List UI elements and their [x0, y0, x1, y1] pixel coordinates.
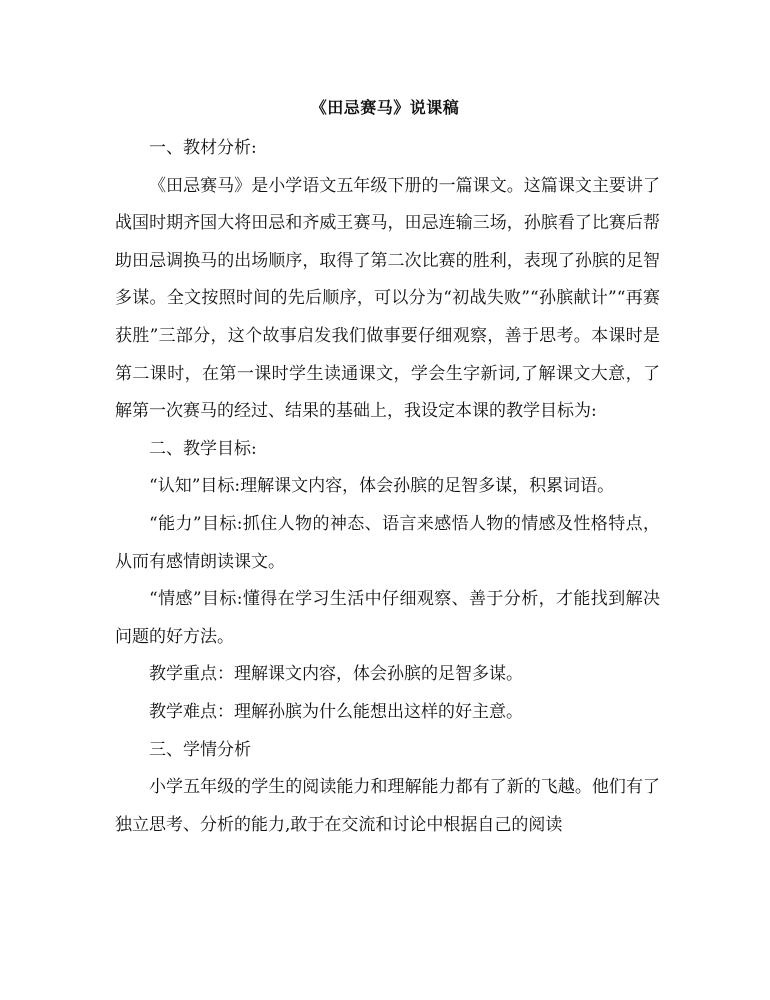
paragraph-ability-goal: “能力”目标:抓住人物的神态、语言来感悟人物的情感及性格特点，从而有感情朗读课文。	[115, 513, 660, 572]
section-heading-learner-analysis: 三、学情分析	[149, 739, 251, 760]
paragraph-learner-analysis: 小学五年级的学生的阅读能力和理解能力都有了新的飞越。他们有了独立思考、分析的能力,敢于在交流和讨论中根据自己的阅读	[115, 777, 660, 835]
paragraph-cognitive-goal: “认知”目标:理解课文内容，体会孙膑的足智多谋，积累词语。	[149, 476, 615, 497]
section-heading-textbook-analysis: 一、教材分析:	[149, 138, 257, 158]
paragraph-teaching-focus: 教学重点：理解课文内容，体会孙膑的足智多谋。	[149, 664, 523, 685]
paragraph-textbook-analysis: 《田忌赛马》是小学语文五年级下册的一篇课文。这篇课文主要讲了战国时期齐国大将田忌和齐威王赛马，田忌连输三场，孙膑看了比赛后帮助田忌调换马的出场顺序，取得了第二次比赛的胜利，表现了孙膑的足智多谋。全文按照时间的先后顺序，可以分为“初战失败”“孙膑献计”“再赛获胜”三部分，这个故事启发我们做事要仔细观察，善于思考。本课时是第二课时，在第一课时学生读通课文，学会生字新词,了解课文大意，了解第一次赛马的经过、结果的基础上，我设定本课的教学目标为:	[115, 175, 660, 422]
document-title: 《田忌赛马》说课稿	[310, 98, 460, 117]
paragraph-emotion-goal: “情感”目标:懂得在学习生活中仔细观察、善于分析，才能找到解决问题的好方法。	[115, 589, 660, 647]
document-body	[115, 130, 660, 844]
paragraph-teaching-difficulty: 教学难点：理解孙膑为什么能想出这样的好主意。	[149, 701, 523, 722]
section-heading-teaching-goals: 二、教学目标:	[149, 438, 257, 459]
